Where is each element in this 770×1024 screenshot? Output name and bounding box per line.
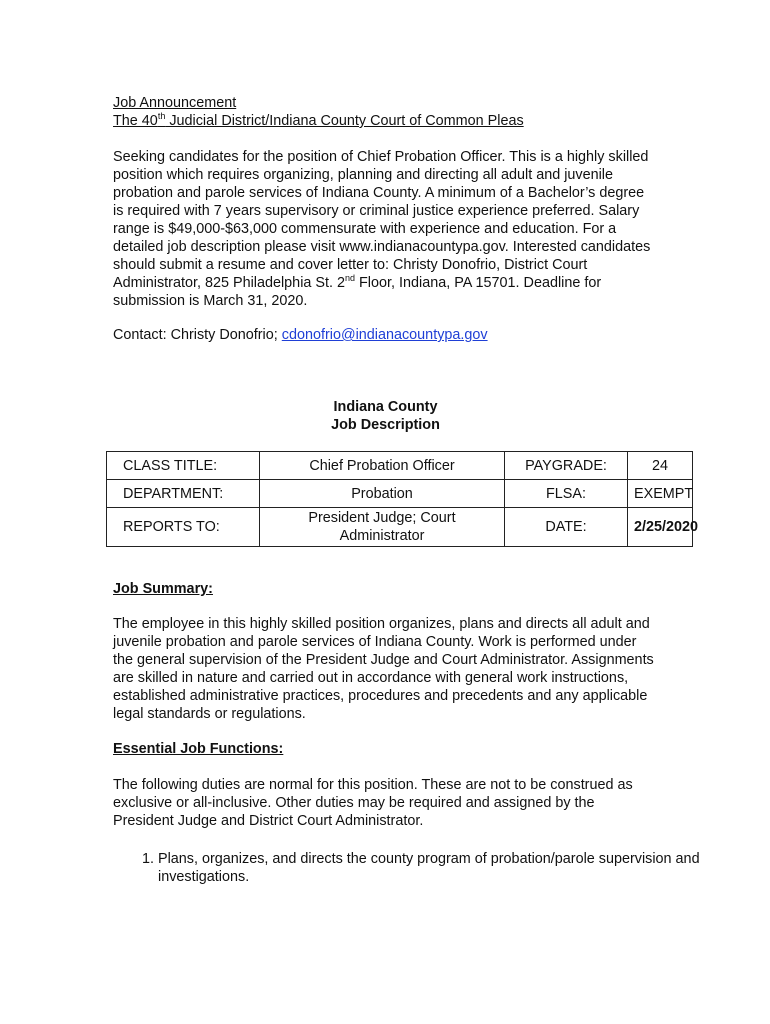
essential-functions-intro: The following duties are normal for this position. These are not to be construed as exclusive or all-inclusive. Other duties may be required and assigned by the President Judge and District Court Administrator.: [113, 777, 633, 829]
class-title-value: Chief Probation Officer: [260, 452, 505, 480]
date-value: 2/25/2020: [628, 508, 693, 547]
announcement-header: [113, 94, 658, 130]
department-label: DEPARTMENT:: [107, 480, 260, 508]
contact-email-link[interactable]: cdonofrio@indianacountypa.gov: [281, 327, 488, 343]
announcement-paragraph: [113, 148, 658, 310]
flsa-label: FLSA:: [505, 480, 628, 508]
reports-to-value: President Judge; Court Administrator: [260, 508, 505, 547]
paygrade-label: PAYGRADE:: [505, 452, 628, 480]
class-title-label: CLASS TITLE:: [107, 452, 260, 480]
header-line-2-pre: The 40: [113, 113, 158, 129]
department-value: Probation: [260, 480, 505, 508]
announcement-paragraph-post: Floor, Indiana, PA 15701. Deadline for submission is March 31, 2020.: [113, 275, 602, 309]
job-description-title-line-2: Job Description: [331, 417, 440, 433]
header-line-2: [113, 112, 658, 130]
table-row: [107, 508, 693, 547]
contact-label: Contact: Christy Donofrio;: [113, 327, 282, 343]
header-line-2-sup: th: [157, 111, 166, 122]
job-summary-text: The employee in this highly skilled position organizes, plans and directs all adult and juvenile probation and parole services of Indiana County. Work is performed under the general supervision of the President Judge and Court Administrator. Assignments are skilled in nature and carried out in accordance with general work instructions, established administrative practices, procedures and precedents and any applicable legal standards or regulations.: [113, 616, 654, 722]
job-description-title-line-1: Indiana County: [333, 399, 438, 415]
job-description-title: [113, 398, 658, 434]
job-summary-heading: Job Summary:: [113, 581, 213, 597]
announcement-paragraph-pre: Seeking candidates for the position of Chief Probation Officer. This is a highly skilled position which requires organizing, planning and directing all adult and juvenile probation and parole services of Indiana County. A minimum of a Bachelor’s degree is required with 7 years supervisory or criminal justice experience preferred. Salary range is $49,000-$63,000 commensurate with experience and education. For a detailed job description please visit www.indianacountypa.gov. Interested candidates should submit a resume and cover letter to: Christy Donofrio, District Court Administrator, 825 Philadelphia St. 2: [113, 149, 651, 291]
paygrade-value: 24: [628, 452, 693, 480]
date-label: DATE:: [505, 508, 628, 547]
announcement-paragraph-sup: nd: [345, 273, 356, 284]
table-row: [107, 480, 693, 508]
list-item: 1. Plans, organizes, and directs the county program of probation/parole supervision and investigations.: [158, 850, 703, 886]
essential-functions-heading: Essential Job Functions:: [113, 741, 284, 757]
flsa-value: EXEMPT: [628, 480, 693, 508]
header-line-2-post: Judicial District/Indiana County Court of Common Pleas: [165, 113, 524, 129]
table-row: [107, 452, 693, 480]
contact-line: [113, 326, 658, 344]
duties-list: [113, 850, 703, 886]
header-line-1: Job Announcement: [113, 95, 237, 111]
job-description-table: [106, 451, 699, 547]
reports-to-label: REPORTS TO:: [107, 508, 260, 547]
